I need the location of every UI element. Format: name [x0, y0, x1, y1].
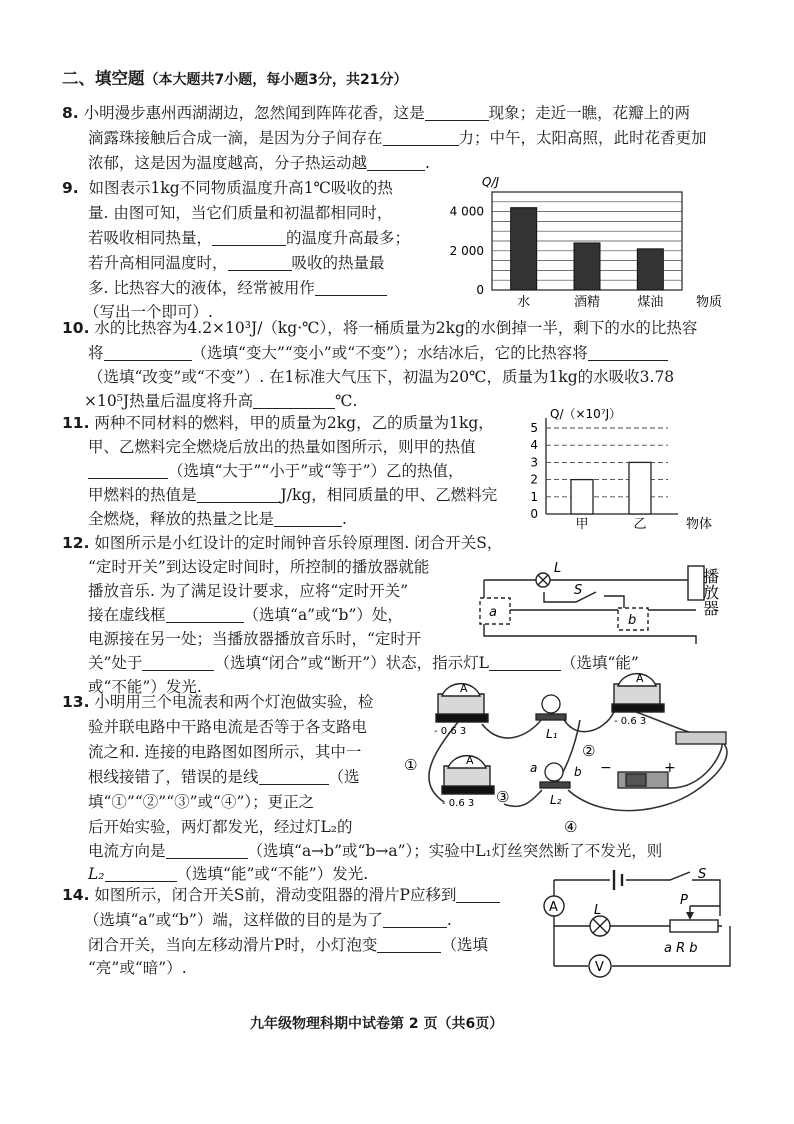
q10-line1: [62, 318, 697, 338]
q13-meter-2-label: A: [636, 672, 644, 685]
q11-chart-ytick: 1: [530, 489, 538, 504]
q11-number: 11.: [62, 414, 90, 432]
q14-ammeter-label: A: [549, 900, 558, 915]
q10-blank-2[interactable]: [588, 344, 668, 361]
q12-line5: 电源接在另一处；当播放器播放音乐时，“定时开: [88, 630, 422, 648]
q10-text: ℃.: [335, 392, 358, 410]
q11-chart-ytick: 0: [530, 507, 538, 521]
q11-chart-ylabel: Q/（×10⁷J）: [550, 407, 622, 421]
q13-wire-2-label: ②: [582, 742, 596, 760]
q11-line5: [88, 509, 347, 529]
q14-text: 闭合开关，当向左移动滑片P时，小灯泡变: [88, 936, 378, 954]
q11-blank-3[interactable]: [274, 510, 342, 527]
q10-blank-3[interactable]: [253, 392, 335, 409]
q11-line2: 甲、乙燃料完全燃烧后放出的热量如图所示，则甲的热值: [88, 438, 476, 456]
q8-line2: [88, 128, 707, 148]
q14-line3: [88, 935, 488, 955]
q9-text: 吸收的热量最: [291, 254, 385, 272]
q12-lamp-label: L: [554, 561, 562, 576]
q13-text: 根线接错了，错误的是线: [88, 768, 259, 786]
q9-chart-bar: [574, 243, 600, 290]
q14-line4: “亮”或“暗”）.: [88, 959, 187, 977]
q12-line1: [62, 533, 502, 553]
q11-chart-ytick: 3: [530, 455, 538, 470]
q12-blank-3[interactable]: [489, 654, 561, 671]
q8-text: 力；中午，太阳高照，此时花香更加: [458, 129, 707, 147]
q14-circuit-diagram: [540, 866, 740, 998]
q10-line2: [88, 343, 668, 363]
q13-line1: [62, 692, 373, 712]
q11-chart-bar: [571, 480, 593, 514]
q11-text: .: [342, 510, 347, 528]
q12-text: 接在虚线框: [88, 606, 166, 624]
q11-blank-2[interactable]: [197, 486, 281, 503]
q12-blank-1[interactable]: [166, 606, 244, 623]
q9-chart-ytick: 2 000: [449, 243, 484, 258]
q11-chart-bar: [629, 462, 651, 514]
q9-chart-bar: [637, 249, 663, 290]
q11-text: J/kg，相同质量的甲、乙燃料完: [280, 486, 498, 504]
q11-chart-ytick: 5: [530, 421, 538, 435]
q13-wire-4-label: ④: [564, 818, 578, 836]
q11-chart-ytick: 4: [530, 438, 538, 453]
q8-number: 8.: [62, 104, 79, 122]
q13-line3: 流之和. 连接的电路图如图所示，其中一: [88, 743, 362, 761]
q13-blank-1[interactable]: [259, 768, 329, 785]
q14-text: 如图所示，闭合开关S前，滑动变阻器的滑片P应移到: [94, 886, 457, 904]
q13-text: （选填“能”或“不能”）发光.: [176, 865, 369, 883]
q11-chart-ytick: 2: [530, 472, 538, 487]
q9-line4: [88, 253, 385, 273]
q12-text: 如图所示是小红设计的定时闹钟音乐铃原理图. 闭合开关S，: [94, 534, 503, 552]
q12-line7: 或“不能”）发光.: [88, 678, 202, 696]
q9-chart-category-label: 水: [517, 295, 531, 310]
q10-number: 10.: [62, 319, 90, 337]
q12-line3: 播放音乐. 为了满足设计要求，应将“定时开关”: [88, 582, 409, 600]
q12-text: 关”处于: [88, 654, 143, 672]
q13-meter-2-scale: - 0.6 3: [614, 716, 647, 727]
q10-line4: [84, 391, 357, 411]
q8-text: 现象；走近一瞧，花瓣上的两: [488, 104, 691, 122]
q8-text: .: [425, 154, 430, 172]
q13-wire-1-label: ①: [404, 756, 418, 774]
section-heading: [62, 69, 407, 90]
q9-text: 多. 比热容大的液体，经常被用作: [88, 279, 315, 297]
q13-meter-1-scale: - 0.6 3: [434, 726, 467, 737]
q13-l2-label: L₂: [550, 793, 562, 807]
q14-text: .: [446, 911, 452, 929]
q13-meter-3-label: A: [466, 754, 474, 767]
q9-chart-ytick: 4 000: [449, 204, 484, 219]
q9-blank-1[interactable]: [212, 229, 286, 246]
q13-blank-2[interactable]: [166, 842, 248, 859]
q11-chart-xlabel: 物体: [686, 517, 713, 532]
q9-chart-category-label: 煤油: [637, 295, 664, 310]
q13-text: 小明用三个电流表和两个灯泡做实验，检: [94, 693, 374, 711]
q9-chart-ylabel: Q/J: [482, 175, 500, 189]
q12-switch-label: S: [574, 583, 583, 598]
page-footer: 九年级物理科期中试卷第 2 页（共6页）: [250, 1016, 504, 1032]
q9-line3: [88, 228, 410, 248]
q8-text: 滴露珠接触后合成一滴，是因为分子间存在: [88, 129, 383, 147]
q8-blank-1[interactable]: [425, 104, 489, 121]
q12-text: （选填“a”或“b”）处，: [243, 606, 403, 624]
q12-line6: [88, 653, 639, 673]
q12-text: （选填“能”: [560, 654, 639, 672]
q13-line4: [88, 767, 360, 787]
q9-blank-2[interactable]: [228, 254, 292, 271]
q13-l1-label: L₁: [546, 727, 558, 741]
q9-text: 若吸收相同热量，: [88, 229, 213, 247]
section-note: （本大题共7小题，每小题3分，共21分）: [144, 72, 408, 88]
q12-box-b-label: b: [628, 613, 637, 628]
q9-chart-xlabel: 物质: [696, 295, 723, 310]
q12-line2: “定时开关”到达设定时间时，所控制的播放器就能: [88, 558, 430, 576]
q8-line1: [62, 103, 690, 123]
q13-line8: [88, 864, 368, 884]
q11-text: （选填“大于”“小于”或“等于”）乙的热值，: [168, 462, 464, 480]
q13-meter-1-label: A: [460, 682, 468, 695]
q11-line3: [88, 461, 464, 481]
q9-text: 若升高相同温度时，: [88, 254, 228, 272]
q13-text: （选: [328, 768, 360, 786]
q14-line2: [84, 910, 452, 930]
q12-player-label: 播放器: [700, 568, 720, 616]
q9-bar-chart: [428, 168, 740, 310]
q13-blank-3[interactable]: [105, 865, 177, 882]
q14-text: （选填: [441, 936, 488, 954]
q12-circuit-diagram: [474, 548, 744, 656]
q9-text: 的温度升高最多；: [286, 229, 411, 247]
q12-text: （选填“闭合”或“断开”）状态，指示灯L: [214, 654, 489, 672]
q12-number: 12.: [62, 534, 90, 552]
q14-blank-2[interactable]: [383, 911, 447, 928]
q11-line4: [88, 485, 497, 505]
q8-blank-3[interactable]: [367, 154, 425, 171]
q11-line1: [62, 413, 494, 433]
q8-line3: [88, 153, 430, 173]
q9-text: 如图表示1kg不同物质温度升高1℃吸收的热: [88, 179, 393, 197]
q14-switch-label: S: [698, 867, 707, 882]
q13-a-label: a: [530, 761, 538, 775]
q8-text: 小明漫步惠州西湖湖边，忽然闻到阵阵花香，这是: [83, 104, 425, 122]
q11-bar-chart: [520, 406, 740, 532]
q13-text: L₂: [88, 865, 105, 883]
q13-wire-3-label: ③: [496, 788, 510, 806]
q14-slider-label: P: [680, 893, 688, 908]
q13-line6: 后开始实验，两灯都发光，经过灯L₂的: [88, 818, 353, 836]
q11-blank-1[interactable]: [88, 462, 168, 479]
q11-text: 两种不同材料的燃料，甲的质量为2kg，乙的质量为1kg，: [94, 414, 494, 432]
q13-line5: 填“①”“②”“③”或“④”）；更正之: [88, 793, 315, 811]
q9-line6: （写出一个即可）.: [84, 303, 213, 321]
q11-chart-category-label: 甲: [575, 517, 589, 532]
q9-line1: [62, 178, 393, 198]
q14-blank-3[interactable]: [377, 936, 441, 953]
q10-blank-1[interactable]: [104, 344, 192, 361]
q8-blank-2[interactable]: [383, 129, 459, 146]
q14-rheostat-label: a R b: [664, 941, 698, 956]
q10-text: 水的比热容为4.2×10³J/（kg·℃），将一桶质量为2kg的水倒掉一半，剩下的水的比热容: [94, 319, 698, 337]
q13-text: 电流方向是: [88, 842, 166, 860]
q9-chart-bar: [511, 208, 537, 290]
q9-line2: 量. 由图可知，当它们质量和初温都相同时，: [88, 204, 393, 222]
q13-number: 13.: [62, 693, 90, 711]
q14-lamp-label: L: [594, 903, 602, 918]
q14-text: （选填“a”或“b”）端，这样做的目的是为了: [84, 911, 383, 929]
q14-number: 14.: [62, 886, 90, 904]
q10-line3: （选填“改变”或“不变”）. 在1标准大气压下，初温为20℃，质量为1kg的水吸收3.78: [88, 368, 675, 386]
q11-text: 全燃烧，释放的热量之比是: [88, 510, 275, 528]
q12-blank-2[interactable]: [142, 654, 214, 671]
q8-text: 浓郁，这是因为温度越高，分子热运动越: [88, 154, 368, 172]
q13-plus-label: +: [664, 760, 676, 776]
q13-circuit-photo-diagram: [404, 672, 744, 838]
q12-box-a-label: a: [489, 605, 497, 620]
q14-line1: [62, 885, 500, 905]
q9-line5: [88, 278, 387, 298]
q9-chart-ytick: 0: [476, 283, 484, 297]
q10-text: ×10⁵J热量后温度将升高: [84, 392, 254, 410]
q12-line4: [88, 605, 403, 625]
q14-blank-1[interactable]: [456, 886, 500, 903]
q13-line2: 验并联电路中干路电流是否等于各支路电: [88, 718, 368, 736]
q11-text: 甲燃料的热值是: [88, 486, 197, 504]
q11-chart-category-label: 乙: [633, 517, 647, 532]
q10-text: 将: [88, 344, 104, 362]
q9-number: 9.: [62, 179, 79, 197]
q13-line7: [88, 841, 662, 861]
q13-minus-label: −: [600, 760, 612, 776]
q14-voltmeter-label: V: [595, 960, 604, 975]
q13-text: （选填“a→b”或“b→a”）；实验中L₁灯丝突然断了不发光，则: [247, 842, 663, 860]
q13-meter-3-scale: - 0.6 3: [442, 798, 475, 809]
q10-text: （选填“变大”“变小”或“不变”）；水结冰后，它的比热容将: [191, 344, 588, 362]
q9-blank-3[interactable]: [315, 279, 387, 296]
q9-chart-category-label: 酒精: [573, 295, 601, 310]
section-title: 二、填空题: [62, 69, 145, 88]
q13-b-label: b: [574, 765, 582, 779]
